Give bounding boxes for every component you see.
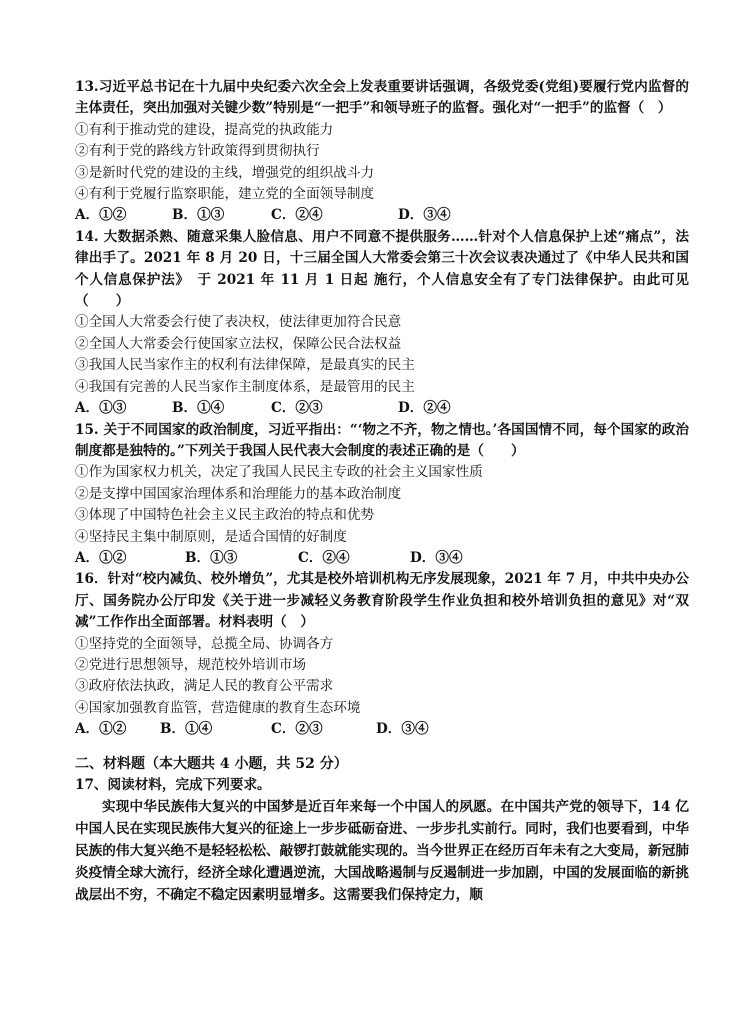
question-13-option-4: ④有利于党履行监察职能，建立党的全面领导制度: [75, 186, 375, 203]
choice-b: B．①④: [172, 400, 225, 417]
choice-d: D．③④: [398, 207, 451, 224]
question-14-option-4: ④我国有完善的人民当家作主制度体系，是最管用的民主: [75, 378, 415, 395]
choice-d: D．③④: [410, 549, 463, 566]
question-15-option-2: ②是支撑中国国家治理体系和治理能力的基本政治制度: [75, 485, 402, 502]
question-14-stem: 14. 大数据杀熟、随意采集人脸信息、用户不同意不提供服务……针对个人信息保护上述“痛点”，法律出手了。2021 年 8 月 20 日，十三届全国人大常委会第三十次会议表决通过了《中华人民共和国个人信息保护法》 于 2021 年 11 月 1 日起 施行，个人信息安全有了专门法律保护。由此可见（ ）: [75, 228, 689, 310]
choice-c: C．②③: [271, 400, 323, 417]
question-15-stem: 15. 关于不同国家的政治制度，习近平指出：“‘物之不齐，物之情也。’各国国情不同，每个国家的政治制度都是独特的。”下列关于我国人民代表大会制度的表述正确的是（ ）: [75, 421, 689, 459]
question-15-option-1: ①作为国家权力机关，决定了我国人民民主专政的社会主义国家性质: [75, 464, 483, 481]
choice-c: C．②③: [271, 721, 323, 738]
question-15-choices: [75, 548, 689, 569]
choice-c: C．②④: [271, 207, 323, 224]
choice-d: D．②④: [398, 400, 451, 417]
question-14-option-3: ③我国人民当家作主的权利有法律保障，是最真实的民主: [75, 357, 415, 374]
question-13-choices: [75, 205, 689, 226]
question-15-option-3: ③体现了中国特色社会主义民主政治的特点和优势: [75, 507, 375, 524]
question-13-stem: 13.习近平总书记在十九届中央纪委六次全会上发表重要讲话强调，各级党委(党组)要履行党内监督的主体责任，突出加强对关键少数”特别是“一把手”和领导班子的监督。强化对“一把手”的监督（ ）: [75, 79, 689, 117]
question-13: [75, 77, 689, 227]
question-16-choices: [75, 719, 689, 740]
question-17-material: 实现中华民族伟大复兴的中国梦是近百年来每一个中国人的夙愿。在中国共产党的领导下，14 亿中国人民在实现民族伟大复兴的征途上一步步砥砺奋进、一步步扎实前行。同时，我们也要看到，中华民族的伟大复兴绝不是轻轻松松、敲锣打鼓就能实现的。当今世界正在经历百年未有之大变局，新冠肺炎疫情全球大流行，经济全球化遭遇逆流，大国战略遏制与反遏制进一步加剧，中国的发展面临的新挑战层出不穷，不确定不稳定因素明显增多。这需要我们保持定力，顺: [75, 799, 689, 904]
question-16-option-3: ③政府依法执政，满足人民的教育公平需求: [75, 678, 334, 695]
choice-b: B．①③: [185, 549, 238, 566]
section-2-title: 二、材料题（本大题共 4 小题，共 52 分）: [75, 755, 348, 772]
question-15-option-4: ④坚持民主集中制原则，是适合国情的好制度: [75, 528, 347, 545]
question-14-option-1: ①全国人大常委会行使了表决权，使法律更加符合民意: [75, 314, 402, 331]
choice-c: C．②④: [298, 549, 350, 566]
choice-b: B．①③: [172, 207, 225, 224]
question-14: [75, 227, 689, 420]
question-13-option-2: ②有利于党的路线方针政策得到贯彻执行: [75, 143, 320, 160]
question-14-choices: [75, 398, 689, 419]
choice-a: A．①②: [75, 549, 127, 566]
question-13-option-1: ①有利于推动党的建设，提高党的执政能力: [75, 121, 334, 138]
question-13-option-3: ③是新时代党的建设的主线，增强党的组织战斗力: [75, 164, 375, 181]
question-16-stem: 16．针对“校内减负、校外增负”，尤其是校外培训机构无序发展现象，2021 年 7 月，中共中央办公厅、国务院办公厅印发《关于进一步减轻义务教育阶段学生作业负担和校外培训负担的意见》对“双减”工作作出全面部署。材料表明（ ）: [75, 571, 689, 631]
choice-a: A．①③: [75, 400, 127, 417]
choice-a: A．①②: [75, 721, 127, 738]
question-16-option-2: ②党进行思想领导，规范校外培训市场: [75, 656, 307, 673]
question-14-option-2: ②全国人大常委会行使国家立法权，保障公民合法权益: [75, 335, 402, 352]
choice-a: A．①②: [75, 207, 127, 224]
choice-b: B．①④: [160, 721, 213, 738]
question-15: [75, 420, 689, 570]
choice-d: D．③④: [376, 721, 429, 738]
question-16-option-1: ①坚持党的全面领导，总揽全局、协调各方: [75, 635, 334, 652]
question-16: [75, 569, 689, 740]
question-17-title: 17、阅读材料，完成下列要求。: [75, 777, 271, 793]
question-16-option-4: ④国家加强教育监管，营造健康的教育生态环境: [75, 699, 361, 716]
